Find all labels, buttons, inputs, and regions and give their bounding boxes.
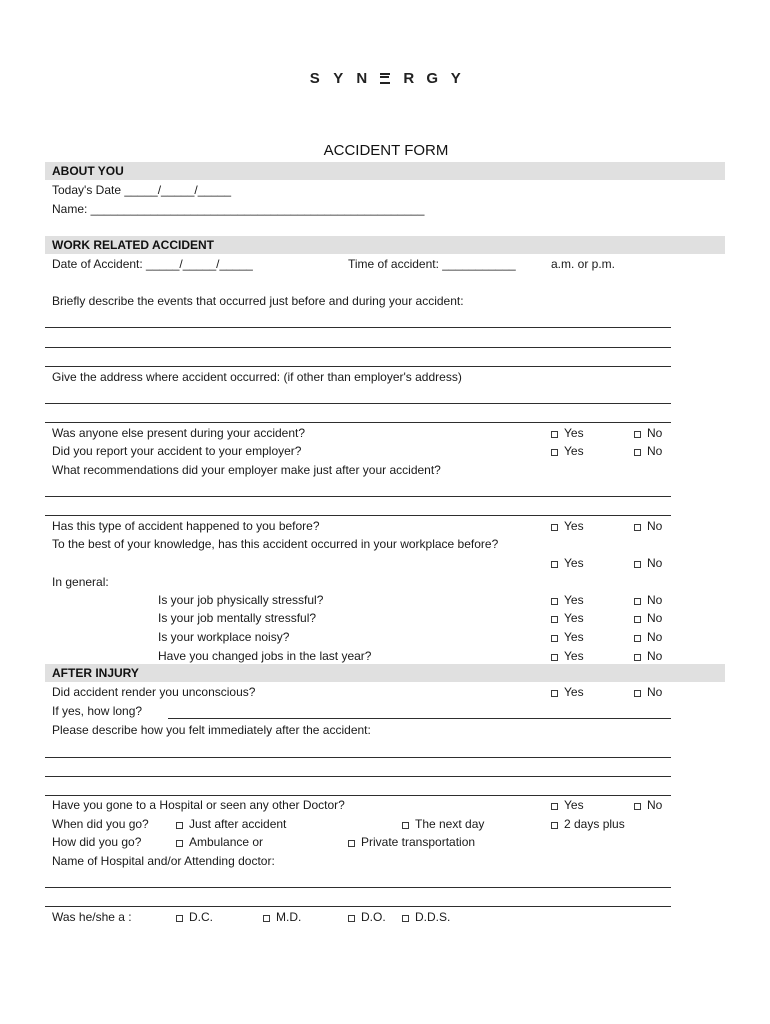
question-label: Has this type of accident happened to you before?	[52, 519, 320, 533]
describe-events-row	[0, 293, 770, 309]
accident-address-row	[0, 369, 770, 385]
felt-row	[0, 722, 770, 738]
answer-line[interactable]	[45, 757, 671, 758]
checkbox-box	[348, 840, 355, 847]
accident-date-time-row	[0, 256, 770, 272]
no-checkbox[interactable]	[634, 684, 662, 700]
no-checkbox[interactable]	[634, 443, 662, 459]
answer-line[interactable]	[45, 366, 671, 367]
no-label: No	[647, 685, 663, 699]
how-long-label: If yes, how long?	[52, 704, 143, 718]
name-row	[0, 201, 770, 217]
question-label: Is your job physically stressful?	[158, 593, 324, 607]
checkbox-box	[634, 561, 641, 568]
question-row-workplace-noisy	[0, 629, 770, 645]
answer-line[interactable]	[45, 422, 671, 423]
doctor-type-row	[0, 909, 770, 925]
checkbox-box	[551, 449, 558, 456]
do-checkbox[interactable]	[348, 909, 386, 925]
yes-checkbox[interactable]	[551, 425, 584, 441]
todays-date-row	[0, 182, 770, 198]
answer-line[interactable]	[45, 403, 671, 404]
option-label: The next day	[415, 817, 485, 831]
question-row-workplace-before	[0, 536, 770, 552]
in-general-label: In general:	[52, 575, 109, 589]
option-label: 2 days plus	[564, 817, 625, 831]
yes-checkbox[interactable]	[551, 518, 584, 534]
am-pm-label: a.m. or p.m.	[551, 257, 616, 271]
checkbox-box	[551, 431, 558, 438]
private-transportation-checkbox[interactable]	[348, 834, 475, 850]
checkbox-box	[634, 524, 641, 531]
hospital-name-label: Name of Hospital and/or Attending doctor:	[52, 854, 275, 868]
question-row-unconscious	[0, 684, 770, 700]
no-label: No	[647, 593, 663, 607]
felt-label: Please describe how you felt immediately after the accident:	[52, 723, 371, 737]
time-of-accident-field[interactable]: Time of accident: ___________	[348, 257, 516, 271]
checkbox-box	[634, 449, 641, 456]
yes-label: Yes	[564, 426, 584, 440]
how-did-you-go-label: How did you go?	[52, 835, 142, 849]
dds-checkbox[interactable]	[402, 909, 450, 925]
ambulance-checkbox[interactable]	[176, 834, 263, 850]
logo-letter: Y	[450, 70, 461, 87]
question-row-physically-stressful	[0, 592, 770, 608]
logo-letter: S	[309, 70, 320, 87]
workplace-before-options-row	[0, 555, 770, 571]
option-label: Just after accident	[189, 817, 287, 831]
checkbox-box	[551, 598, 558, 605]
option-label: Ambulance or	[189, 835, 264, 849]
no-label: No	[647, 611, 663, 625]
logo-e-bars-icon	[380, 73, 390, 84]
no-label: No	[647, 444, 663, 458]
checkbox-box	[551, 635, 558, 642]
checkbox-box	[634, 431, 641, 438]
option-label: D.D.S.	[415, 910, 451, 924]
no-checkbox[interactable]	[634, 518, 662, 534]
how-did-you-go-row	[0, 834, 770, 850]
name-field[interactable]: Name: __________________________________________________	[52, 202, 425, 216]
no-label: No	[647, 519, 663, 533]
dc-checkbox[interactable]	[176, 909, 213, 925]
question-row-reported-to-employer	[0, 443, 770, 459]
checkbox-box	[176, 915, 183, 922]
question-label: Have you gone to a Hospital or seen any other Doctor?	[52, 798, 345, 812]
checkbox-box	[634, 690, 641, 697]
yes-checkbox[interactable]	[551, 443, 584, 459]
answer-line[interactable]	[45, 887, 671, 888]
form-title: ACCIDENT FORM	[323, 142, 449, 159]
checkbox-box	[176, 840, 183, 847]
yes-checkbox[interactable]	[551, 610, 584, 626]
checkbox-box	[551, 654, 558, 661]
yes-checkbox[interactable]	[551, 797, 584, 813]
checkbox-box	[551, 561, 558, 568]
next-day-checkbox[interactable]	[402, 816, 484, 832]
option-label: M.D.	[276, 910, 302, 924]
yes-checkbox[interactable]	[551, 629, 584, 645]
checkbox-box	[551, 803, 558, 810]
accident-address-label: Give the address where accident occurred: (if other than employer's address)	[52, 370, 462, 384]
answer-line[interactable]	[45, 795, 671, 796]
logo-letter: R	[403, 70, 415, 87]
just-after-accident-checkbox[interactable]	[176, 816, 286, 832]
option-label: D.C.	[189, 910, 213, 924]
question-label: Is your job mentally stressful?	[158, 611, 317, 625]
describe-events-label: Briefly describe the events that occurred just before and during your accident:	[52, 294, 464, 308]
answer-line[interactable]	[45, 776, 671, 777]
hospital-name-row	[0, 853, 770, 869]
logo-letter: Y	[333, 70, 344, 87]
no-checkbox[interactable]	[634, 629, 662, 645]
question-label: Did you report your accident to your employer?	[52, 444, 302, 458]
logo-letter: N	[356, 70, 368, 87]
no-checkbox[interactable]	[634, 425, 662, 441]
checkbox-box	[634, 635, 641, 642]
question-label: Is your workplace noisy?	[158, 630, 290, 644]
no-checkbox[interactable]	[634, 555, 662, 571]
recommendations-row	[0, 462, 770, 478]
no-label: No	[647, 426, 663, 440]
how-long-answer-line[interactable]	[168, 718, 671, 719]
recommendations-label: What recommendations did your employer make just after your accident?	[52, 463, 441, 477]
doctor-type-label: Was he/she a :	[52, 910, 132, 924]
option-label: Private transportation	[361, 835, 476, 849]
todays-date-field[interactable]: Today's Date _____/_____/_____	[52, 183, 232, 197]
question-row-mentally-stressful	[0, 610, 770, 626]
yes-label: Yes	[564, 685, 584, 699]
checkbox-box	[634, 616, 641, 623]
date-of-accident-field[interactable]: Date of Accident: _____/_____/_____	[52, 257, 253, 271]
section-header-about-you	[45, 162, 725, 180]
checkbox-box	[551, 822, 558, 829]
yes-label: Yes	[564, 556, 584, 570]
two-days-plus-checkbox[interactable]	[551, 816, 625, 832]
checkbox-box	[634, 803, 641, 810]
question-label: Did accident render you unconscious?	[52, 685, 256, 699]
checkbox-box	[348, 915, 355, 922]
checkbox-box	[263, 915, 270, 922]
yes-checkbox[interactable]	[551, 592, 584, 608]
yes-label: Yes	[564, 519, 584, 533]
no-checkbox[interactable]	[634, 797, 662, 813]
when-did-you-go-label: When did you go?	[52, 817, 149, 831]
checkbox-box	[634, 598, 641, 605]
yes-label: Yes	[564, 649, 584, 663]
yes-label: Yes	[564, 611, 584, 625]
checkbox-box	[551, 524, 558, 531]
section-header-label: AFTER INJURY	[52, 666, 139, 680]
in-general-row	[0, 574, 770, 590]
answer-line[interactable]	[45, 515, 671, 516]
option-label: D.O.	[361, 910, 386, 924]
when-did-you-go-row	[0, 816, 770, 832]
no-label: No	[647, 630, 663, 644]
section-header-after-injury	[45, 664, 725, 682]
answer-line[interactable]	[45, 327, 671, 328]
logo-letter-e-bars	[374, 71, 398, 87]
answer-line[interactable]	[45, 906, 671, 907]
no-label: No	[647, 649, 663, 663]
answer-line[interactable]	[45, 347, 671, 348]
how-long-row	[0, 703, 770, 719]
question-label: Have you changed jobs in the last year?	[158, 649, 372, 663]
checkbox-box	[402, 915, 409, 922]
no-checkbox[interactable]	[634, 648, 662, 664]
question-row-changed-jobs	[0, 648, 770, 664]
logo-letter: G	[426, 70, 439, 87]
checkbox-box	[551, 616, 558, 623]
checkbox-box	[176, 822, 183, 829]
section-header-label: WORK RELATED ACCIDENT	[52, 238, 214, 252]
no-checkbox[interactable]	[634, 610, 662, 626]
yes-label: Yes	[564, 593, 584, 607]
no-label: No	[647, 556, 663, 570]
question-row-happened-before	[0, 518, 770, 534]
checkbox-box	[402, 822, 409, 829]
section-header-work-related-accident	[45, 236, 725, 254]
yes-checkbox[interactable]	[551, 684, 584, 700]
question-row-anyone-present	[0, 425, 770, 441]
yes-label: Yes	[564, 630, 584, 644]
question-row-hospital-or-doctor	[0, 797, 770, 813]
yes-label: Yes	[564, 798, 584, 812]
checkbox-box	[551, 690, 558, 697]
checkbox-box	[634, 654, 641, 661]
yes-checkbox[interactable]	[551, 648, 584, 664]
no-checkbox[interactable]	[634, 592, 662, 608]
question-label: To the best of your knowledge, has this accident occurred in your workplace before?	[52, 537, 499, 551]
question-label: Was anyone else present during your accident?	[52, 426, 306, 440]
yes-checkbox[interactable]	[551, 555, 584, 571]
md-checkbox[interactable]	[263, 909, 301, 925]
answer-line[interactable]	[45, 496, 671, 497]
synergy-logo	[303, 71, 468, 87]
section-header-label: ABOUT YOU	[52, 164, 124, 178]
yes-label: Yes	[564, 444, 584, 458]
no-label: No	[647, 798, 663, 812]
